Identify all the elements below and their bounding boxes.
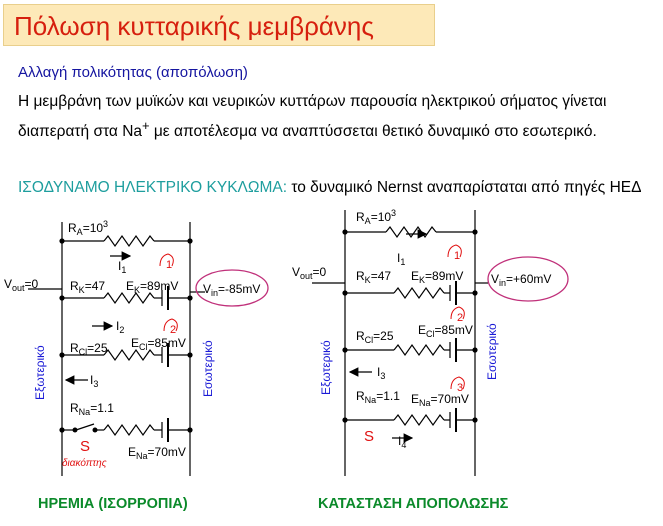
right-marker-3-label: 3 [457, 382, 464, 394]
right-vin-label: $V_{in}=+60mV$ [491, 272, 552, 288]
right-switch-s: S [364, 428, 375, 445]
left-ena-label: $E_{Na}=70mV$ [128, 445, 186, 461]
right-rna-label: $R_{Na}=1.1$ [356, 389, 400, 405]
left-ecl-label: $E_{Cl}=85mV$ [131, 336, 186, 352]
left-caption: ΗΡΕΜΙΑ (ΙΣΟΡΡΟΠΙΑ) [38, 496, 188, 512]
right-interior-label: Εσωτερικό [485, 323, 499, 380]
equivalent-description: το δυναμικό Nernst αναπαρίσταται από πηγές ΗΕΔ [287, 179, 642, 196]
left-rcl-label: $R_{Cl}=25$ [70, 341, 108, 357]
right-exterior-label: Εξωτερικό [319, 340, 333, 395]
right-ena-label: $E_{Na}=70mV$ [411, 392, 469, 408]
intro-sup: + [142, 118, 150, 133]
left-ek-label: $E_K=89mV$ [126, 279, 179, 295]
right-marker-2-label: 2 [457, 312, 464, 324]
left-i2-label: $I_2$ [116, 319, 125, 335]
right-rk-label: $R_K=47$ [356, 269, 392, 285]
right-rcl-label: $R_{Cl}=25$ [356, 329, 394, 345]
right-ra-label: $R_A=10^3$ [356, 208, 397, 226]
left-marker-1-label: 1 [166, 259, 173, 271]
right-ek-label: $E_K=89mV$ [411, 269, 464, 285]
right-circuit-markers [448, 245, 568, 389]
left-switch-label: διακόπτης [62, 458, 107, 469]
right-circuit-labels [292, 208, 551, 450]
right-i4-label: $I_4$ [398, 434, 407, 450]
right-ecl-label: $E_{Cl}=85mV$ [418, 323, 473, 339]
left-marker-2-label: 2 [170, 324, 177, 336]
right-caption: ΚΑΤΑΣΤΑΣΗ ΑΠΟΠΟΛΩΣΗΣ [318, 496, 509, 512]
left-vout-label: $V_{out}=0$ [4, 277, 39, 293]
left-vin-label: $V_{in}=-85mV$ [203, 282, 261, 298]
left-interior-label: Εσωτερικό [201, 340, 215, 397]
left-ra-label: $R_A=10^3$ [68, 219, 109, 237]
intro-text-2: με αποτέλεσμα να αναπτύσσεται θετικό δυναμικό στο εσωτερικό. [149, 123, 597, 141]
left-rk-label: $R_K=47$ [70, 279, 106, 295]
left-rna-label: $R_{Na}=1.1$ [70, 401, 114, 417]
right-i1-label: $I_1$ [397, 251, 406, 267]
equivalent-label: ΙΣΟΔΥΝΑΜΟ ΗΛΕΚΤΡΙΚΟ ΚΥΚΛΩΜΑ: [18, 179, 288, 196]
subtitle: Αλλαγή πολικότητας (αποπόλωση) [18, 64, 248, 81]
left-i3-label: $I_3$ [90, 373, 99, 389]
intro-text-1: Η μεμβράνη των μυϊκών και νευρικών κυττάρων παρουσία ηλεκτρικού σήματος γίνεται διαπερατή στα Na [18, 93, 607, 141]
left-exterior-label: Εξωτερικό [33, 345, 47, 400]
left-i1-label: $I_1$ [118, 259, 127, 275]
slide-title: Πόλωση κυτταρικής μεμβράνης [14, 11, 374, 41]
left-circuit-labels [4, 219, 260, 469]
right-vout-label: $V_{out}=0$ [292, 265, 327, 281]
left-switch-s: S [80, 438, 91, 455]
right-marker-1-label: 1 [454, 250, 461, 262]
right-i3-label: $I_3$ [377, 365, 386, 381]
